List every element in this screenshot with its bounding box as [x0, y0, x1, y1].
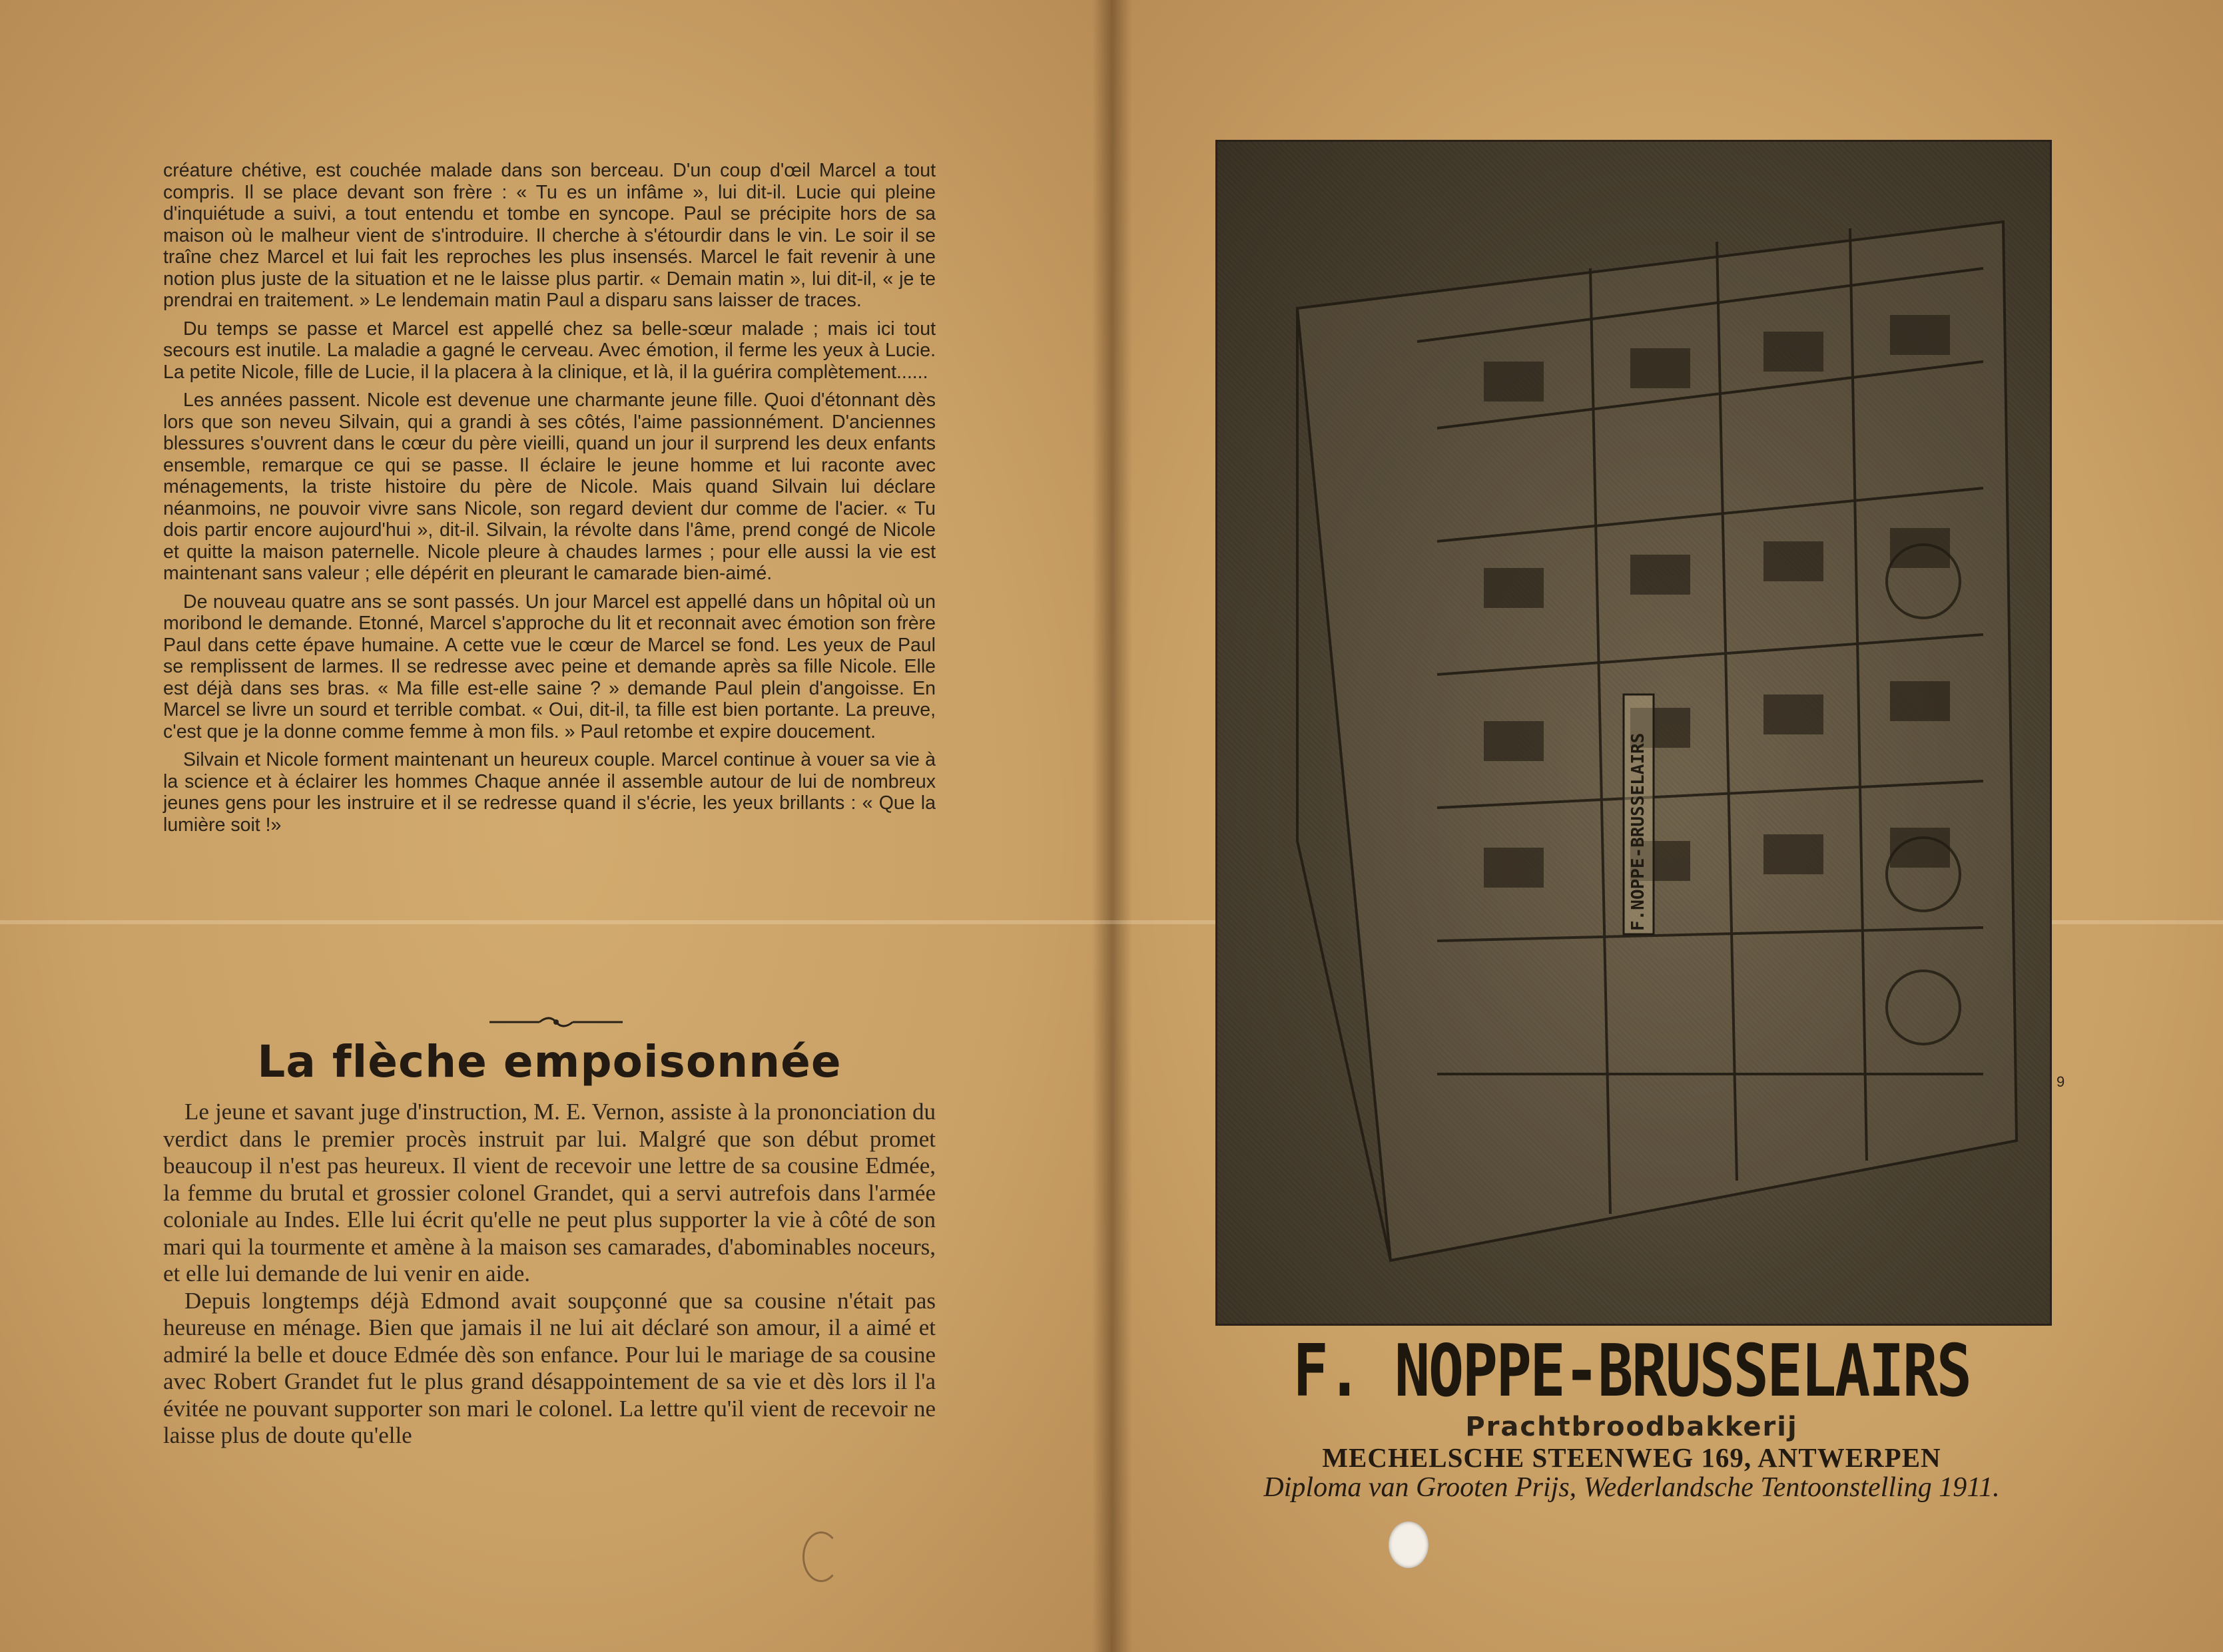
story-paragraph: Les années passent. Nicole est devenue une charmante jeune fille. Quoi d'étonnant dès lors que son neveu Silvain, qui a grandi à ses côtés, l'aime passionnément. D'anciennes blessures s'ouvrent dans le cœur du père vieilli, quand un jour il surprend les deux enfants ensemble, remarque ce qui se passe. Il éclaire le jeune homme et lui raconte avec ménagements, la triste histoire du père de Nicole. Mais quand Silvain lui déclare néanmoins, ne pouvoir vivre sans Nicole, son regard devient dur comme de l'acier. « Tu dois partir encore aujourd'hui », dit-il. Silvain, la révolte dans l'âme, prend congé de Nicole et quitte la maison paternelle. Nicole pleure à chaudes larmes ; pour elle aussi la vie est maintenant sans valeur ; elle dépérit en pleurant le camarade bien-aimé.: [163, 390, 936, 584]
article-paragraph: Depuis longtemps déjà Edmond avait soupçonné que sa cousine n'était pas heureuse en ménage. Bien que jamais il ne lui ait déclaré son amour, il a aimé et admiré la belle et douce Edmée dès son enfance. Pour lui le mariage de sa cousine avec Robert Grandet fut le plus grand désappointement de sa vie et dès lors il l'a évitée ne pouvant supporter son mari le colonel. La lettre qu'il vient de recevoir ne laisse plus de doute qu'elle: [163, 1287, 936, 1448]
story-continuation: [163, 160, 936, 842]
brand-address: MECHELSCHE STEENWEG 169, ANTWERPEN: [1322, 1442, 1941, 1473]
article-body: [163, 1099, 936, 1450]
divider-ornament-icon: [486, 1012, 626, 1032]
brand-tagline: Prachtbroodbakkerij: [1465, 1412, 1798, 1442]
story-paragraph: Silvain et Nicole forment maintenant un heureux couple. Marcel continue à vouer sa vie à la science et à éclairer les hommes Chaque année il assemble autour de lui de nombreux jeunes gens pour les instruire et il se redresse quand il s'écrie, les yeux brillants : « Que la lumière soit !»: [163, 749, 936, 836]
story-paragraph: Du temps se passe et Marcel est appellé chez sa belle-sœur malade ; mais ici tout secours est inutile. La maladie a gagné le cerveau. Avec émotion, il ferme les yeux à Lucie. La petite Nicole, fille de Lucie, il la placera à la clinique, et là, il la guérira complètement......: [163, 318, 936, 383]
page-gutter: [1092, 0, 1132, 1652]
story-paragraph: De nouveau quatre ans se sont passés. Un jour Marcel est appellé dans un hôpital où un moribond le demande. Etonné, Marcel s'approche du lit et reconnait avec émotion son frère Paul dans cette épave humaine. A cette vue le cœur de Marcel se fond. Les yeux de Paul se remplissent de larmes. Il se redresse avec peine et demande après sa fille Nicole. Elle est déjà dans ses bras. « Ma fille est-elle saine ? » demande Paul plein d'angoisse. En Marcel se livre un sourd et terrible combat. « Oui, dit-il, ta fille est bien portante. La preuve, c'est que je la donne comme femme à mon fils. » Paul retombe et expire doucement.: [163, 591, 936, 742]
story-paragraph: créature chétive, est couchée malade dans son berceau. D'un coup d'œil Marcel a tout compris. Il se place devant son frère : « Tu es un infâme », lui dit-il. Lucie qui pleine d'inquiétude a suivi, a tout entendu et tombe en syncope. Paul se précipite hors de sa maison où le malheur vient de s'introduire. Il cherche à s'étourdir dans le vin. Le soir il se traîne chez Marcel et lui fait les reproches les plus insensés. Marcel le fait revenir à une notion plus juste de la situation et ne le laisse plus partir. « Demain matin », lui dit-il, « je te prendrai en traitement. » Le lendemain matin Paul a disparu sans laisser de traces.: [163, 160, 936, 311]
brand-name: F. NOPPE-BRUSSELAIRS: [1293, 1330, 1971, 1413]
page-mark: 9: [2057, 1073, 2065, 1090]
storefront-sign: F.NOPPE-BRUSSELAIRS: [1628, 732, 1648, 931]
brand-diploma: Diploma van Grooten Prijs, Wederlandsche Tentoonstelling 1911.: [1263, 1472, 2000, 1503]
bakery-building-photo: [1215, 140, 2052, 1326]
punch-hole-icon: [1389, 1521, 1429, 1568]
left-page: [0, 0, 1106, 1652]
article-headline: La flèche empoisonnée: [257, 1036, 842, 1087]
punch-mark-icon: [802, 1531, 840, 1582]
article-paragraph: Le jeune et savant juge d'instruction, M. E. Vernon, assiste à la prononciation du verdict dans le premier procès instruit par lui. Malgré que son début promet beaucoup il n'est pas heureux. Il vient de recevoir une lettre de sa cousine Edmée, la femme du brutal et grossier colonel Grandet, qui a servi autrefois dans l'armée coloniale au Indes. Elle lui écrit qu'elle ne peut plus supporter la vie à côté de son mari qui la tourmente et amène à la maison ses camarades, d'abominables noceurs, et elle lui demande de lui venir en aide.: [163, 1099, 936, 1286]
building-drawing-icon: [1217, 142, 2050, 1324]
